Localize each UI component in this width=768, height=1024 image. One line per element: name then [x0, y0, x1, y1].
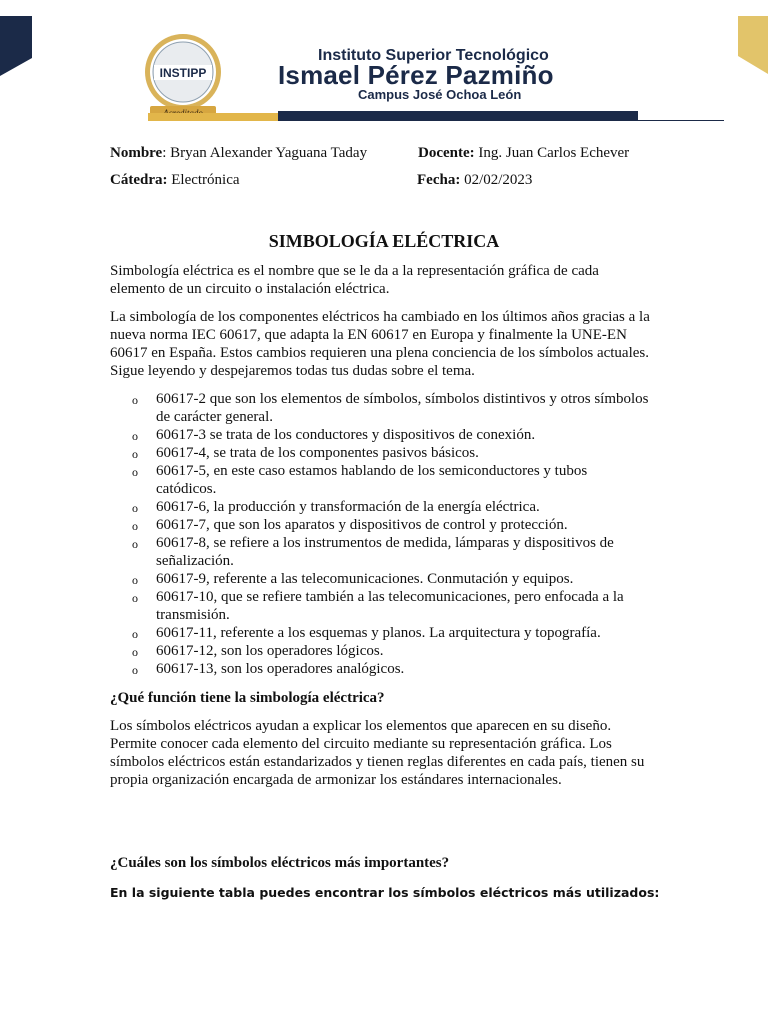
bullet-marker: o [132, 591, 138, 605]
bullet-marker: o [132, 645, 138, 659]
nombre-value: : Bryan Alexander Yaguana Taday [162, 145, 368, 161]
docente-label: Docente: [418, 145, 475, 161]
list-item: o 60617-9, referente a las telecomunicaciones. Conmutación y equipos. [132, 571, 574, 587]
list-item: o 60617-8, se refiere a los instrumentos de medida, lámparas y dispositivos de señalización. [132, 535, 614, 569]
list-item: o 60617-7, que son los aparatos y dispositivos de control y protección. [132, 517, 568, 533]
standards-list [110, 390, 650, 678]
gold-corner-decoration [738, 16, 768, 74]
list-item: o 60617-6, la producción y transformación de la energía eléctrica. [132, 499, 540, 515]
nombre-label: Nombre [110, 145, 163, 161]
fecha-label: Fecha: [417, 172, 461, 188]
header-divider-line [638, 120, 724, 121]
institute-name-main: Ismael Pérez Pazmiño [278, 60, 554, 90]
bullet-marker: o [132, 501, 138, 515]
header-navy-bar [278, 111, 638, 121]
document-title: SIMBOLOGÍA ELÉCTRICA [268, 231, 500, 251]
list-item: o 60617-12, son los operadores lógicos. [132, 643, 384, 659]
list-item: o 60617-4, se trata de los componentes pasivos básicos. [132, 445, 479, 461]
question-heading-important: ¿Cuáles son los símbolos eléctricos más importantes? [110, 855, 450, 871]
list-item: o 60617-3 se trata de los conductores y dispositivos de conexión. [132, 427, 536, 443]
student-name [110, 145, 367, 162]
bullet-marker: o [132, 447, 138, 461]
list-item: o 60617-11, referente a los esquemas y planos. La arquitectura y topografía. [132, 625, 601, 641]
list-item: o 60617-13, son los operadores analógicos. [132, 661, 405, 677]
fecha-value: 02/02/2023 [460, 172, 533, 188]
docente-value: Ing. Juan Carlos Echever [474, 145, 630, 161]
question-heading-function: ¿Qué función tiene la simbología eléctrica? [110, 690, 385, 706]
catedra-value: Electrónica [167, 172, 240, 188]
catedra-label: Cátedra: [110, 172, 168, 188]
table-intro-text: En la siguiente tabla puedes encontrar los símbolos eléctricos más utilizados: [110, 885, 660, 900]
date [417, 172, 532, 189]
institute-name-line1: Instituto Superior Tecnológico [318, 47, 549, 64]
norm-paragraph: La simbología de los componentes eléctricos ha cambiado en los últimos años gracias a la nueva norma IEC 60617, que adapta la EN 60617 en Europa y finalmente la UNE-EN 60617 en España. Estos cambios requieren una plena conciencia de los símbolos actuales. Sigue leyendo y despejaremos todas tus dudas sobre el tema. [110, 309, 650, 379]
function-paragraph: Los símbolos eléctricos ayudan a explicar los elementos que aparecen en su diseño. Permite conocer cada elemento del circuito mediante su representación gráfica. Los símbolos eléctricos están estandarizados y tienen reglas diferentes en cada país, tienen su propia organización encargada de armonizar los estándares internacionales. [110, 718, 645, 788]
bullet-marker: o [132, 663, 138, 677]
bullet-marker: o [132, 465, 138, 479]
list-item: o 60617-10, que se refiere también a las telecomunicaciones, pero enfocada a la transmisión. [132, 589, 624, 623]
instipp-logo [140, 32, 226, 122]
subject [110, 172, 240, 189]
bullet-marker: o [132, 573, 138, 587]
intro-paragraph: Simbología eléctrica es el nombre que se le da a la representación gráfica de cada elemento de un circuito o instalación eléctrica. [110, 263, 599, 297]
bullet-marker: o [132, 627, 138, 641]
navy-corner-decoration [0, 16, 32, 76]
bullet-marker: o [132, 393, 138, 407]
svg-text:INSTIPP: INSTIPP [159, 66, 207, 80]
campus-name: Campus José Ochoa León [358, 87, 522, 102]
bullet-marker: o [132, 519, 138, 533]
header-gold-bar [148, 113, 278, 121]
bullet-marker: o [132, 537, 138, 551]
list-item: o 60617-5, en este caso estamos hablando de los semiconductores y tubos catódicos. [132, 463, 588, 497]
teacher-name [418, 145, 629, 162]
list-item: o 60617-2 que son los elementos de símbolos, símbolos distintivos y otros símbolos de carácter general. [132, 391, 649, 425]
bullet-marker: o [132, 429, 138, 443]
